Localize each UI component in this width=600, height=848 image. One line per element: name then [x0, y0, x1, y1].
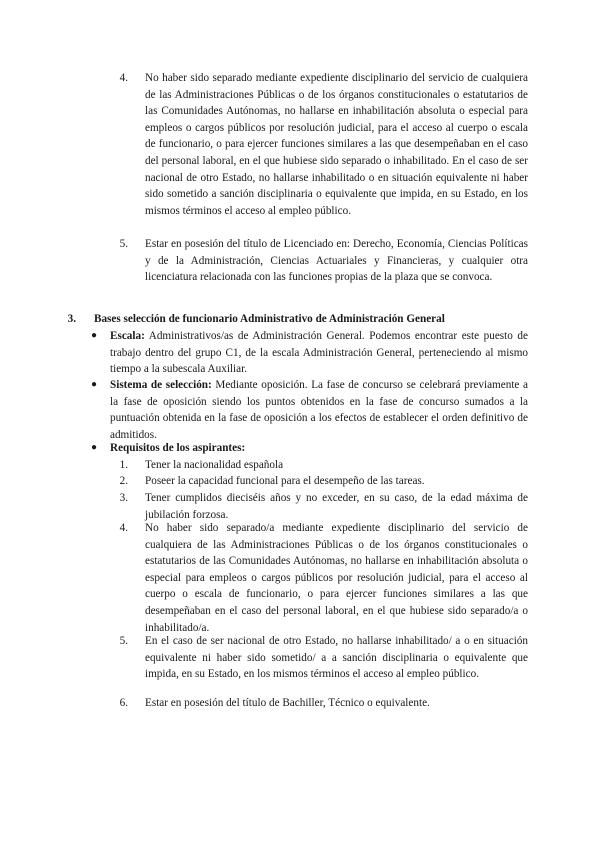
bullet-marker: ●	[91, 442, 98, 453]
list-number: 1.	[119, 459, 128, 471]
section-title: Bases selección de funcionario Administrativo de Administración General	[94, 313, 445, 325]
bullet-label: Escala:	[110, 330, 145, 342]
list-number: 6.	[119, 697, 128, 709]
bullet-marker: ●	[91, 379, 98, 390]
list-number: 5.	[119, 635, 128, 647]
bullet-label: Sistema de selección:	[110, 379, 212, 391]
bullet-text	[110, 328, 528, 378]
list-number: 3.	[119, 492, 128, 504]
bullet-body: Administrativos/as de Administración General. Podemos encontrar este puesto de trabajo dentro del grupo C1, de la escala Administración General, perteneciendo al mismo tiempo a la subescala Auxiliar.	[110, 330, 528, 376]
list-item-text: Tener la nacionalidad española	[145, 459, 284, 471]
list-item-text: Estar en posesión del título de Licenciado en: Derecho, Economía, Ciencias Políticas y de la Administración, Ciencias Actuariales y Financieras, y cualquier otra licenciatura relacionada con las funciones propias de la plaza que se convoca.	[145, 238, 528, 284]
bullet-body: Mediante oposición. La fase de concurso se celebrará previamente a la fase de oposición siendo los puntos obtenidos en la fase de concurso sumados a la puntuación obtenida en la fase de oposición a los efectos de establecer el orden definitivo de admitidos.	[110, 379, 528, 441]
list-item-text: Tener cumplidos dieciséis años y no exceder, en su caso, de la edad máxima de jubilación forzosa.	[145, 492, 528, 521]
list-item-text: No haber sido separado mediante expediente disciplinario del servicio de cualquiera de las Administraciones Públicas o de los órganos constitucionales o estatutarios de las Comunidades Autónomas, no hallarse en inhabilitación absoluta o especial para empleos o cargos públicos por resolución judicial, para el acceso al cuerpo o escala de funcionario, o para ejercer funciones similares a las que desempeñaban en el caso del personal laboral, en el que hubiese sido separado o inhabilitado. En el caso de ser nacional de otro Estado, no hallarse inhabilitado o en situación equivalente ni haber sido sometido a sanción disciplinaria o equivalente que impida, en su Estado, en los mismos términos el acceso al empleo público.	[145, 72, 528, 217]
list-item-text: Poseer la capacidad funcional para el desempeño de las tareas.	[145, 475, 425, 487]
bullet-marker: ●	[91, 330, 98, 341]
list-item-text: En el caso de ser nacional de otro Estado, no hallarse inhabilitado/ a o en situación equivalente ni haber sido sometido/ a a sanción disciplinaria o equivalente que impida, en su Estado, en los mismos términos el acceso al empleo público.	[145, 635, 528, 681]
bullet-text	[110, 440, 528, 457]
list-number: 2.	[119, 475, 128, 487]
bullet-label: Requisitos de los aspirantes:	[110, 442, 246, 454]
list-item-text: Estar en posesión del título de Bachiller, Técnico o equivalente.	[145, 697, 430, 709]
list-item-text: No haber sido separado/a mediante expediente disciplinario del servicio de cualquiera de las Administraciones Públicas o de los órganos constitucionales o estatutarios de las Comunidades Autónomas, no hallarse en inhabilitación absoluta o especial para empleos o cargos públicos por resolución judicial, para el acceso al cuerpo o escala de funcionario, o para ejercer funciones similares a las que desempeñaban en el caso del personal laboral, en el que hubiese sido separado/a o inhabilitado/a.	[145, 522, 528, 634]
list-number: 5.	[119, 238, 128, 250]
list-number: 4.	[119, 72, 128, 84]
list-number: 4.	[119, 522, 128, 534]
bullet-text	[110, 377, 528, 443]
section-number: 3.	[67, 313, 76, 325]
